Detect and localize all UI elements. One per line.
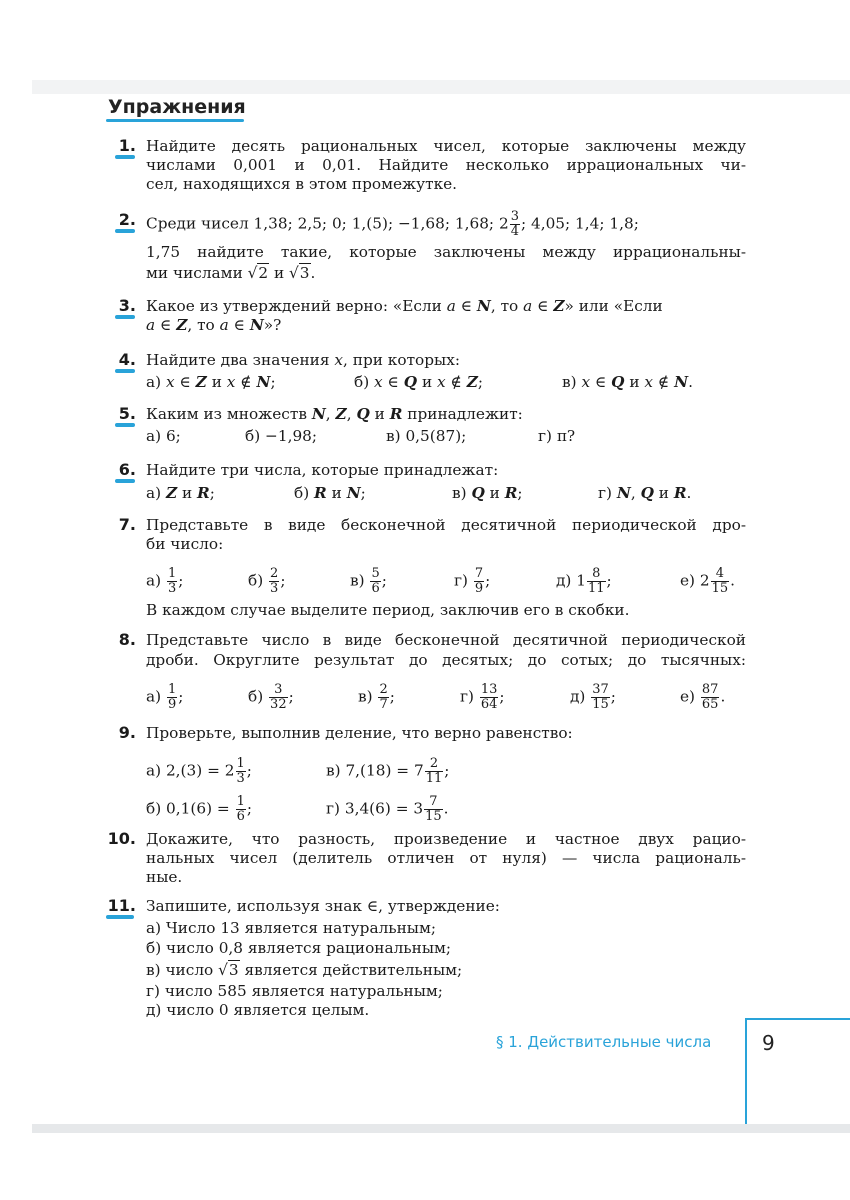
sqrt: √3 (289, 264, 310, 282)
exercise-number: 2. (118, 210, 136, 229)
exercise-text: Представьте в виде бесконечной десятичной периодической дро- (146, 516, 746, 534)
option-c: в) x ∈ Q и x ∉ N. (562, 373, 693, 391)
exercise-number: 1. (118, 136, 136, 155)
number-underline (115, 155, 135, 159)
equation-v: в) 7,(18) = 7 $\frac{2}{11}$ ; (326, 756, 450, 786)
exercise-text: би число: (146, 535, 224, 553)
page-number: 9 (762, 1031, 775, 1055)
option-c: в) $\frac{2}{7}$ ; (358, 682, 395, 712)
exercise-text: Докажите, что разность, произведение и частное двух рацио- (146, 830, 746, 848)
option-d: г) N, Q и R. (598, 484, 692, 502)
exercise-text: Найдите три числа, которые принадлежат: (146, 461, 499, 479)
option-c: в) 0,5(87); (386, 427, 467, 445)
exercise-number: 9. (118, 723, 136, 742)
option-a: а) $\frac{1}{3}$ ; (146, 566, 184, 596)
exercise-text: Среди чисел 1,38; 2,5; 0; 1,(5); −1,68; 1,68; 2 $\frac{3}{4}$ ; 4,05; 1,4; 1,8; (146, 209, 639, 239)
sqrt: √3 (218, 961, 239, 979)
exercise-number: 10. (107, 829, 136, 848)
option-b: б) R и N; (294, 484, 366, 502)
title-underline (106, 119, 244, 122)
exercise-text: a ∈ Z, то a ∈ N»? (146, 316, 282, 334)
exercise-text: ми числами √2 и √3. (146, 264, 316, 282)
option-b: б) $\frac{2}{3}$ ; (248, 566, 286, 596)
exercise-number: 8. (118, 630, 136, 649)
equation-g: г) 3,4(6) = 3 $\frac{7}{15}$ . (326, 794, 449, 824)
option-d: г) $\frac{7}{9}$ ; (454, 566, 491, 596)
option-a: а) 6; (146, 427, 181, 445)
top-band (32, 80, 850, 94)
exercise-number: 3. (118, 296, 136, 315)
fraction: $\frac{3}{4}$ (510, 209, 519, 239)
number-underline (115, 423, 135, 427)
option-b: б) $\frac{3}{32}$ ; (248, 682, 294, 712)
exercise-text: нальных чисел (делитель отличен от нуля) — числа рациональ- (146, 849, 746, 867)
number-underline (115, 315, 135, 319)
bottom-band (32, 1124, 850, 1133)
exercise-text: Какое из утверждений верно: «Если a ∈ N, то a ∈ Z» или «Если (146, 297, 663, 315)
option-a: а) x ∈ Z и x ∉ N; (146, 373, 276, 391)
statement-e: д) число 0 является целым. (146, 1001, 370, 1019)
number-underline (115, 229, 135, 233)
option-b: б) −1,98; (245, 427, 318, 445)
option-a: а) $\frac{1}{9}$ ; (146, 682, 184, 712)
option-b: б) x ∈ Q и x ∉ Z; (354, 373, 484, 391)
number-underline (115, 479, 135, 483)
exercise-number: 5. (118, 404, 136, 423)
exercise-text: Каким из множеств N, Z, Q и R принадлежит: (146, 405, 523, 423)
statement-a: а) Число 13 является натуральным; (146, 919, 437, 937)
exercise-text: Проверьте, выполнив деление, что верно равенство: (146, 724, 573, 742)
page-corner-line (745, 1018, 747, 1124)
option-f: е) $\frac{87}{65}$ . (680, 682, 726, 712)
exercise-text: В каждом случае выделите период, заключив его в скобки. (146, 601, 630, 619)
statement-b: б) число 0,8 является рациональным; (146, 939, 452, 957)
exercise-text: Найдите два значения x, при которых: (146, 351, 460, 369)
number-underline (106, 915, 134, 919)
option-f: е) 2 $\frac{4}{15}$ . (680, 566, 736, 596)
option-a: а) Z и R; (146, 484, 215, 502)
number-underline (115, 369, 135, 373)
option-c: в) Q и R; (452, 484, 523, 502)
exercise-text: сел, находящихся в этом промежутке. (146, 175, 458, 193)
exercise-text: Представьте число в виде бесконечной десятичной периодической (146, 631, 746, 649)
option-d: г) $\frac{13}{64}$ ; (460, 682, 505, 712)
exercise-text: ные. (146, 868, 183, 886)
exercise-text: дроби. Округлите результат до десятых; до сотых; до тысячных: (146, 651, 746, 669)
exercise-text: Запишите, используя знак ∈, утверждение: (146, 897, 500, 915)
option-e: д) 1 $\frac{8}{11}$ ; (556, 566, 612, 596)
exercise-text: числами 0,001 и 0,01. Найдите несколько иррациональных чи- (146, 156, 746, 174)
equation-b: б) 0,1(6) = $\frac{1}{6}$ ; (146, 794, 253, 824)
exercise-text: 1,75 найдите такие, которые заключены между иррациональны- (146, 243, 746, 261)
page-title: Упражнения (108, 96, 246, 118)
option-c: в) $\frac{5}{6}$ ; (350, 566, 387, 596)
exercise-number: 6. (118, 460, 136, 479)
exercise-number: 7. (118, 515, 136, 534)
option-e: д) $\frac{37}{15}$ ; (570, 682, 616, 712)
exercise-text: Найдите десять рациональных чисел, которые заключены между (146, 137, 746, 155)
statement-d: г) число 585 является натуральным; (146, 982, 443, 1000)
option-d: г) π? (538, 427, 576, 445)
statement-c: в) число √3 является действительным; (146, 961, 463, 979)
exercise-number: 4. (118, 350, 136, 369)
equation-a: а) 2,(3) = 2 $\frac{1}{3}$ ; (146, 756, 252, 786)
sqrt: √2 (247, 264, 269, 282)
exercise-number: 11. (107, 896, 136, 915)
page-corner-line (745, 1018, 850, 1020)
section-footer: § 1. Действительные числа (496, 1033, 712, 1051)
